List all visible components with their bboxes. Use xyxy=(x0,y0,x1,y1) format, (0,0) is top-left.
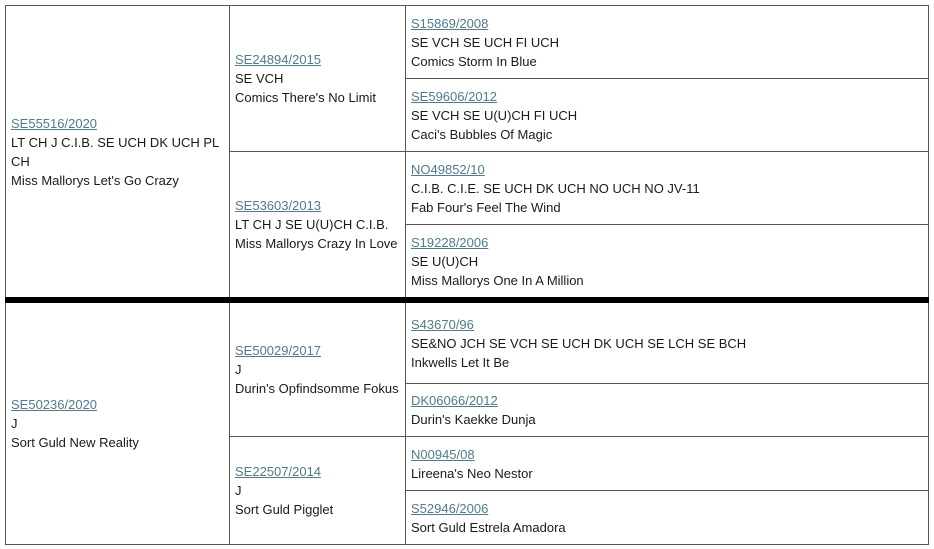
dam-sire-reg-link[interactable]: SE50029/2017 xyxy=(235,343,322,358)
dam-reg-link[interactable]: SE50236/2020 xyxy=(11,397,98,412)
sire-dam-sire-cell xyxy=(405,151,929,225)
ssd-title: SE VCH SE U(U)CH FI UCH xyxy=(411,107,578,123)
sss-reg-link[interactable]: S15869/2008 xyxy=(411,15,489,31)
sire-dam-name: Miss Mallorys Crazy In Love xyxy=(235,236,398,251)
dam-dam-dam-cell xyxy=(405,490,929,545)
ddd-reg-link[interactable]: S52946/2006 xyxy=(411,500,489,516)
ssd-name: Caci's Bubbles Of Magic xyxy=(411,126,553,142)
ssd-reg-link[interactable]: SE59606/2012 xyxy=(411,88,498,104)
sire-dam-divider xyxy=(5,297,929,303)
sire-sire-sire-cell xyxy=(405,5,929,79)
sire-dam-dam-cell xyxy=(405,224,929,298)
dss-reg-link[interactable]: S43670/96 xyxy=(411,316,474,332)
sss-name: Comics Storm In Blue xyxy=(411,53,537,69)
dds-reg-link[interactable]: N00945/08 xyxy=(411,446,475,462)
sire-name: Miss Mallorys Let's Go Crazy xyxy=(11,172,179,188)
dam-name: Sort Guld New Reality xyxy=(11,435,139,450)
dam-sire-cell xyxy=(229,302,406,437)
sire-sire-title: SE VCH xyxy=(235,71,284,86)
dsd-reg-link[interactable]: DK06066/2012 xyxy=(411,393,498,408)
sire-dam-title: LT CH J SE U(U)CH C.I.B. xyxy=(235,217,389,232)
sire-title: LT CH J C.I.B. SE UCH DK UCH PL CH xyxy=(11,134,219,169)
dam-dam-reg-link[interactable]: SE22507/2014 xyxy=(235,464,322,479)
sdd-name: Miss Mallorys One In A Million xyxy=(411,272,584,288)
ddd-name: Sort Guld Estrela Amadora xyxy=(411,519,566,535)
dam-dam-sire-cell xyxy=(405,436,929,491)
dam-dam-cell xyxy=(229,436,406,545)
dam-sire-name: Durin's Opfindsomme Fokus xyxy=(235,381,399,396)
sire-sire-cell xyxy=(229,5,406,152)
dss-title: SE&NO JCH SE VCH SE UCH DK UCH SE LCH SE BCH xyxy=(411,335,747,351)
dam-cell xyxy=(5,302,230,545)
pedigree-table xyxy=(5,5,929,545)
dsd-name: Durin's Kaekke Dunja xyxy=(411,412,536,427)
sds-title: C.I.B. C.I.E. SE UCH DK UCH NO UCH NO JV-11 xyxy=(411,180,700,196)
dam-dam-title: J xyxy=(235,483,242,498)
sdd-title: SE U(U)CH xyxy=(411,253,479,269)
dam-sire-sire-cell xyxy=(405,302,929,384)
dss-name: Inkwells Let It Be xyxy=(411,354,510,370)
sire-dam-reg-link[interactable]: SE53603/2013 xyxy=(235,198,322,213)
dam-dam-name: Sort Guld Pigglet xyxy=(235,502,334,517)
dam-sire-title: J xyxy=(235,362,242,377)
dam-sire-dam-cell xyxy=(405,383,929,437)
dam-title: J xyxy=(11,416,18,431)
sire-sire-dam-cell xyxy=(405,78,929,152)
sire-reg-link[interactable]: SE55516/2020 xyxy=(11,115,98,131)
sire-cell xyxy=(5,5,230,298)
sire-sire-name: Comics There's No Limit xyxy=(235,90,376,105)
sds-reg-link[interactable]: NO49852/10 xyxy=(411,161,485,177)
sire-dam-cell xyxy=(229,151,406,298)
sdd-reg-link[interactable]: S19228/2006 xyxy=(411,234,489,250)
sire-sire-reg-link[interactable]: SE24894/2015 xyxy=(235,52,322,67)
sds-name: Fab Four's Feel The Wind xyxy=(411,199,561,215)
sss-title: SE VCH SE UCH FI UCH xyxy=(411,34,560,50)
dds-name: Lireena's Neo Nestor xyxy=(411,465,533,481)
